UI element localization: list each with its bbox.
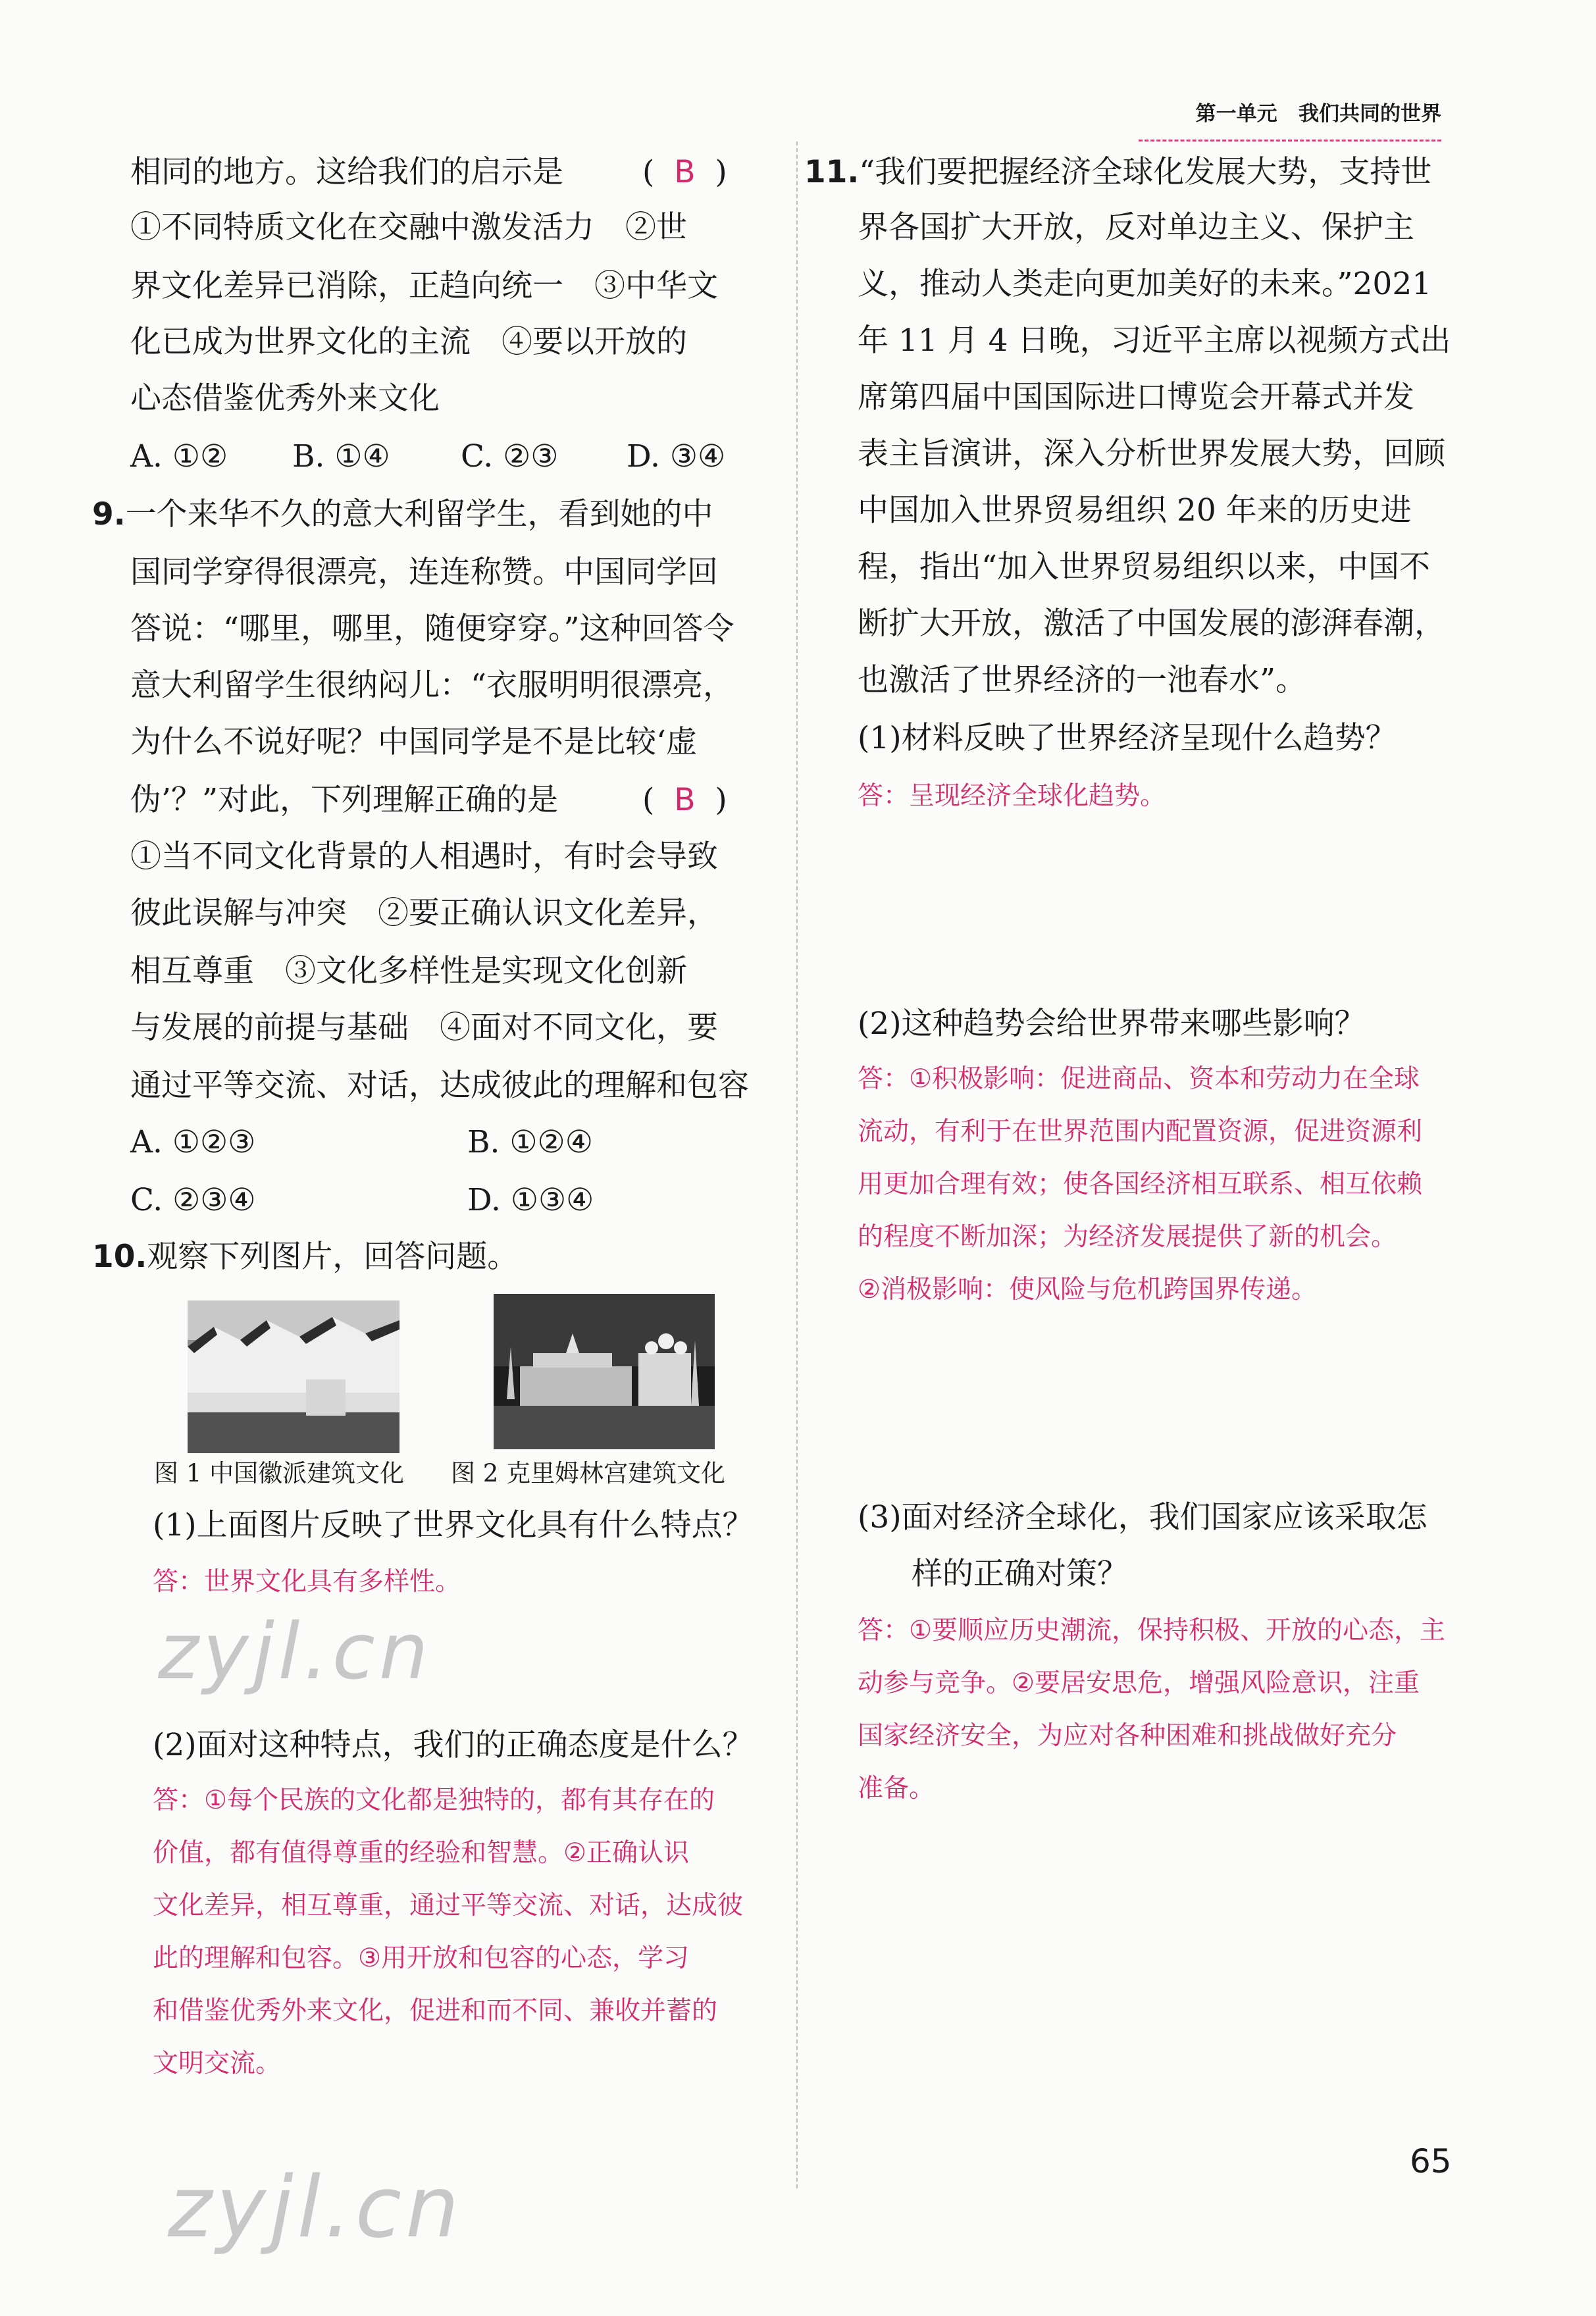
q10-sub2-answer-line: 文化差异，相互尊重，通过平等交流、对话，达成彼 [153,1891,744,1920]
column-divider [796,142,798,2188]
q9-answer-bracket: ( B ) [642,782,727,818]
q10-sub2: (2)面对这种特点，我们的正确态度是什么？ [153,1727,754,1763]
q9-statement: 彼此误解与冲突 ②要正确认识文化差异， [130,895,718,931]
q8-answer: B [674,154,696,190]
watermark: zyjl.cn [168,2159,463,2257]
q8-option-c: C. ②③ [461,438,559,475]
q9-line: 答说：“哪里，哪里，随便穿穿。”这种回答令 [130,611,734,647]
q11-number: 11. [804,154,860,190]
q9-statement: 通过平等交流、对话，达成彼此的理解和包容 [130,1068,749,1104]
q10-sub2-answer-line: 此的理解和包容。③用开放和包容的心态，学习 [153,1943,689,1973]
unit-label: 第一单元 [1195,102,1277,126]
q10-stem: 10.观察下列图片，回答问题。 [92,1239,519,1275]
figure-2-caption: 图 2 克里姆林宫建筑文化 [451,1459,726,1487]
q9-statement: 与发展的前提与基础 ④面对不同文化，要 [130,1010,718,1046]
q9-statement: ①当不同文化背景的人相遇时，有时会导致 [130,838,718,875]
q11-line: 程，指出“加入世界贸易组织以来，中国不 [858,549,1431,585]
q11-line: 义，推动人类走向更加美好的未来。”2021 [858,266,1432,302]
q8-statement: ①不同特质文化在交融中激发活力 ②世 [130,209,687,245]
unit-header [1139,99,1441,142]
q10-sub2-answer-line: 答：①每个民族的文化都是独特的，都有其存在的 [153,1786,715,1815]
q11-sub2-answer-line: 的程度不断加深；为经济发展提供了新的机会。 [858,1222,1397,1252]
q8-statement: 化已成为世界文化的主流 ④要以开放的 [130,324,687,360]
watermark: zyjl.cn [158,1606,432,1697]
q11-sub2-answer-line: 用更加合理有效；使各国经济相互联系、相互依赖 [858,1170,1423,1199]
figure-huizhou-architecture-photo [188,1300,399,1453]
q9-statement: 相互尊重 ③文化多样性是实现文化创新 [130,953,687,989]
q8-answer-bracket: ( B ) [642,154,727,190]
page-number: 65 [1410,2142,1452,2180]
unit-title: 我们共同的世界 [1299,102,1441,126]
q11-sub3-answer-line: 准备。 [858,1774,935,1803]
q9-line: 9.一个来华不久的意大利留学生，看到她的中 [92,496,713,532]
q11-line: 表主旨演讲，深入分析世界发展大势，回顾 [858,436,1445,472]
q9-line: 意大利留学生很纳闷儿：“衣服明明很漂亮， [130,667,734,704]
q11-sub3-answer-line: 答：①要顺应历史潮流，保持积极、开放的心态，主 [858,1616,1445,1645]
q11-sub2: (2)这种趋势会给世界带来哪些影响？ [858,1006,1366,1042]
q8-statement: 界文化差异已消除，正趋向统一 ③中华文 [130,268,718,304]
q11-line: 年 11 月 4 日晚，习近平主席以视频方式出 [858,322,1451,359]
q11-sub1-answer: 答：呈现经济全球化趋势。 [858,781,1166,811]
q9-option-c: C. ②③④ [130,1182,256,1218]
figure-kremlin-photo [494,1294,715,1449]
q8-option-a: A. ①② [130,438,228,475]
q10-sub1: (1)上面图片反映了世界文化具有什么特点？ [153,1507,754,1543]
q8-option-d: D. ③④ [627,438,726,475]
q10-sub2-answer-line: 价值，都有值得尊重的经验和智慧。②正确认识 [153,1838,689,1868]
q11-line: 席第四届中国国际进口博览会开幕式并发 [858,379,1414,415]
q10-sub2-answer-line: 和借鉴优秀外来文化，促进和而不同、兼收并蓄的 [153,1996,718,2026]
q8-statement: 心态借鉴优秀外来文化 [130,380,440,417]
q11-line: 界各国扩大开放，反对单边主义、保护主 [858,209,1414,245]
q10-number: 10. [92,1239,147,1275]
q8-option-b: B. ①④ [292,438,390,475]
q9-option-a: A. ①②③ [130,1124,256,1160]
q10-sub2-answer-line: 文明交流。 [153,2049,282,2078]
q11-sub3: 样的正确对策？ [912,1556,1128,1592]
q11-sub3-answer-line: 国家经济安全，为应对各种困难和挑战做好充分 [858,1721,1397,1751]
q9-answer: B [674,782,696,818]
q11-line: 也激活了世界经济的一池春水”。 [858,662,1307,698]
q11-sub2-answer-line: ②消极影响：使风险与危机跨国界传递。 [858,1275,1317,1304]
q11-sub1: (1)材料反映了世界经济呈现什么趋势？ [858,720,1397,756]
q9-line: 国同学穿得很漂亮，连连称赞。中国同学回 [130,554,718,590]
q9-number: 9. [92,496,126,532]
q11-sub2-answer-line: 流动，有利于在世界范围内配置资源，促进资源利 [858,1117,1423,1146]
q11-line: 11.“我们要把握经济全球化发展大势，支持世 [804,154,1432,190]
q11-line: 断扩大开放，激活了中国发展的澎湃春潮， [858,605,1445,642]
figure-1-caption: 图 1 中国徽派建筑文化 [154,1459,405,1487]
q10-sub1-answer: 答：世界文化具有多样性。 [153,1567,461,1597]
q11-sub3-answer-line: 动参与竞争。②要居安思危，增强风险意识，注重 [858,1668,1420,1698]
q9-option-d: D. ①③④ [467,1182,594,1218]
q11-sub3: (3)面对经济全球化，我们国家应该采取怎 [858,1499,1428,1535]
q8-tail: 相同的地方。这给我们的启示是 [130,154,563,190]
q11-sub2-answer-line: 答：①积极影响：促进商品、资本和劳动力在全球 [858,1064,1420,1094]
q9-line: 伪’？”对此，下列理解正确的是 [130,782,558,818]
q9-line: 为什么不说好呢？中国同学是不是比较‘虚 [130,724,697,760]
q9-option-b: B. ①②④ [467,1124,593,1160]
q11-line: 中国加入世界贸易组织 20 年来的历史进 [858,492,1412,528]
